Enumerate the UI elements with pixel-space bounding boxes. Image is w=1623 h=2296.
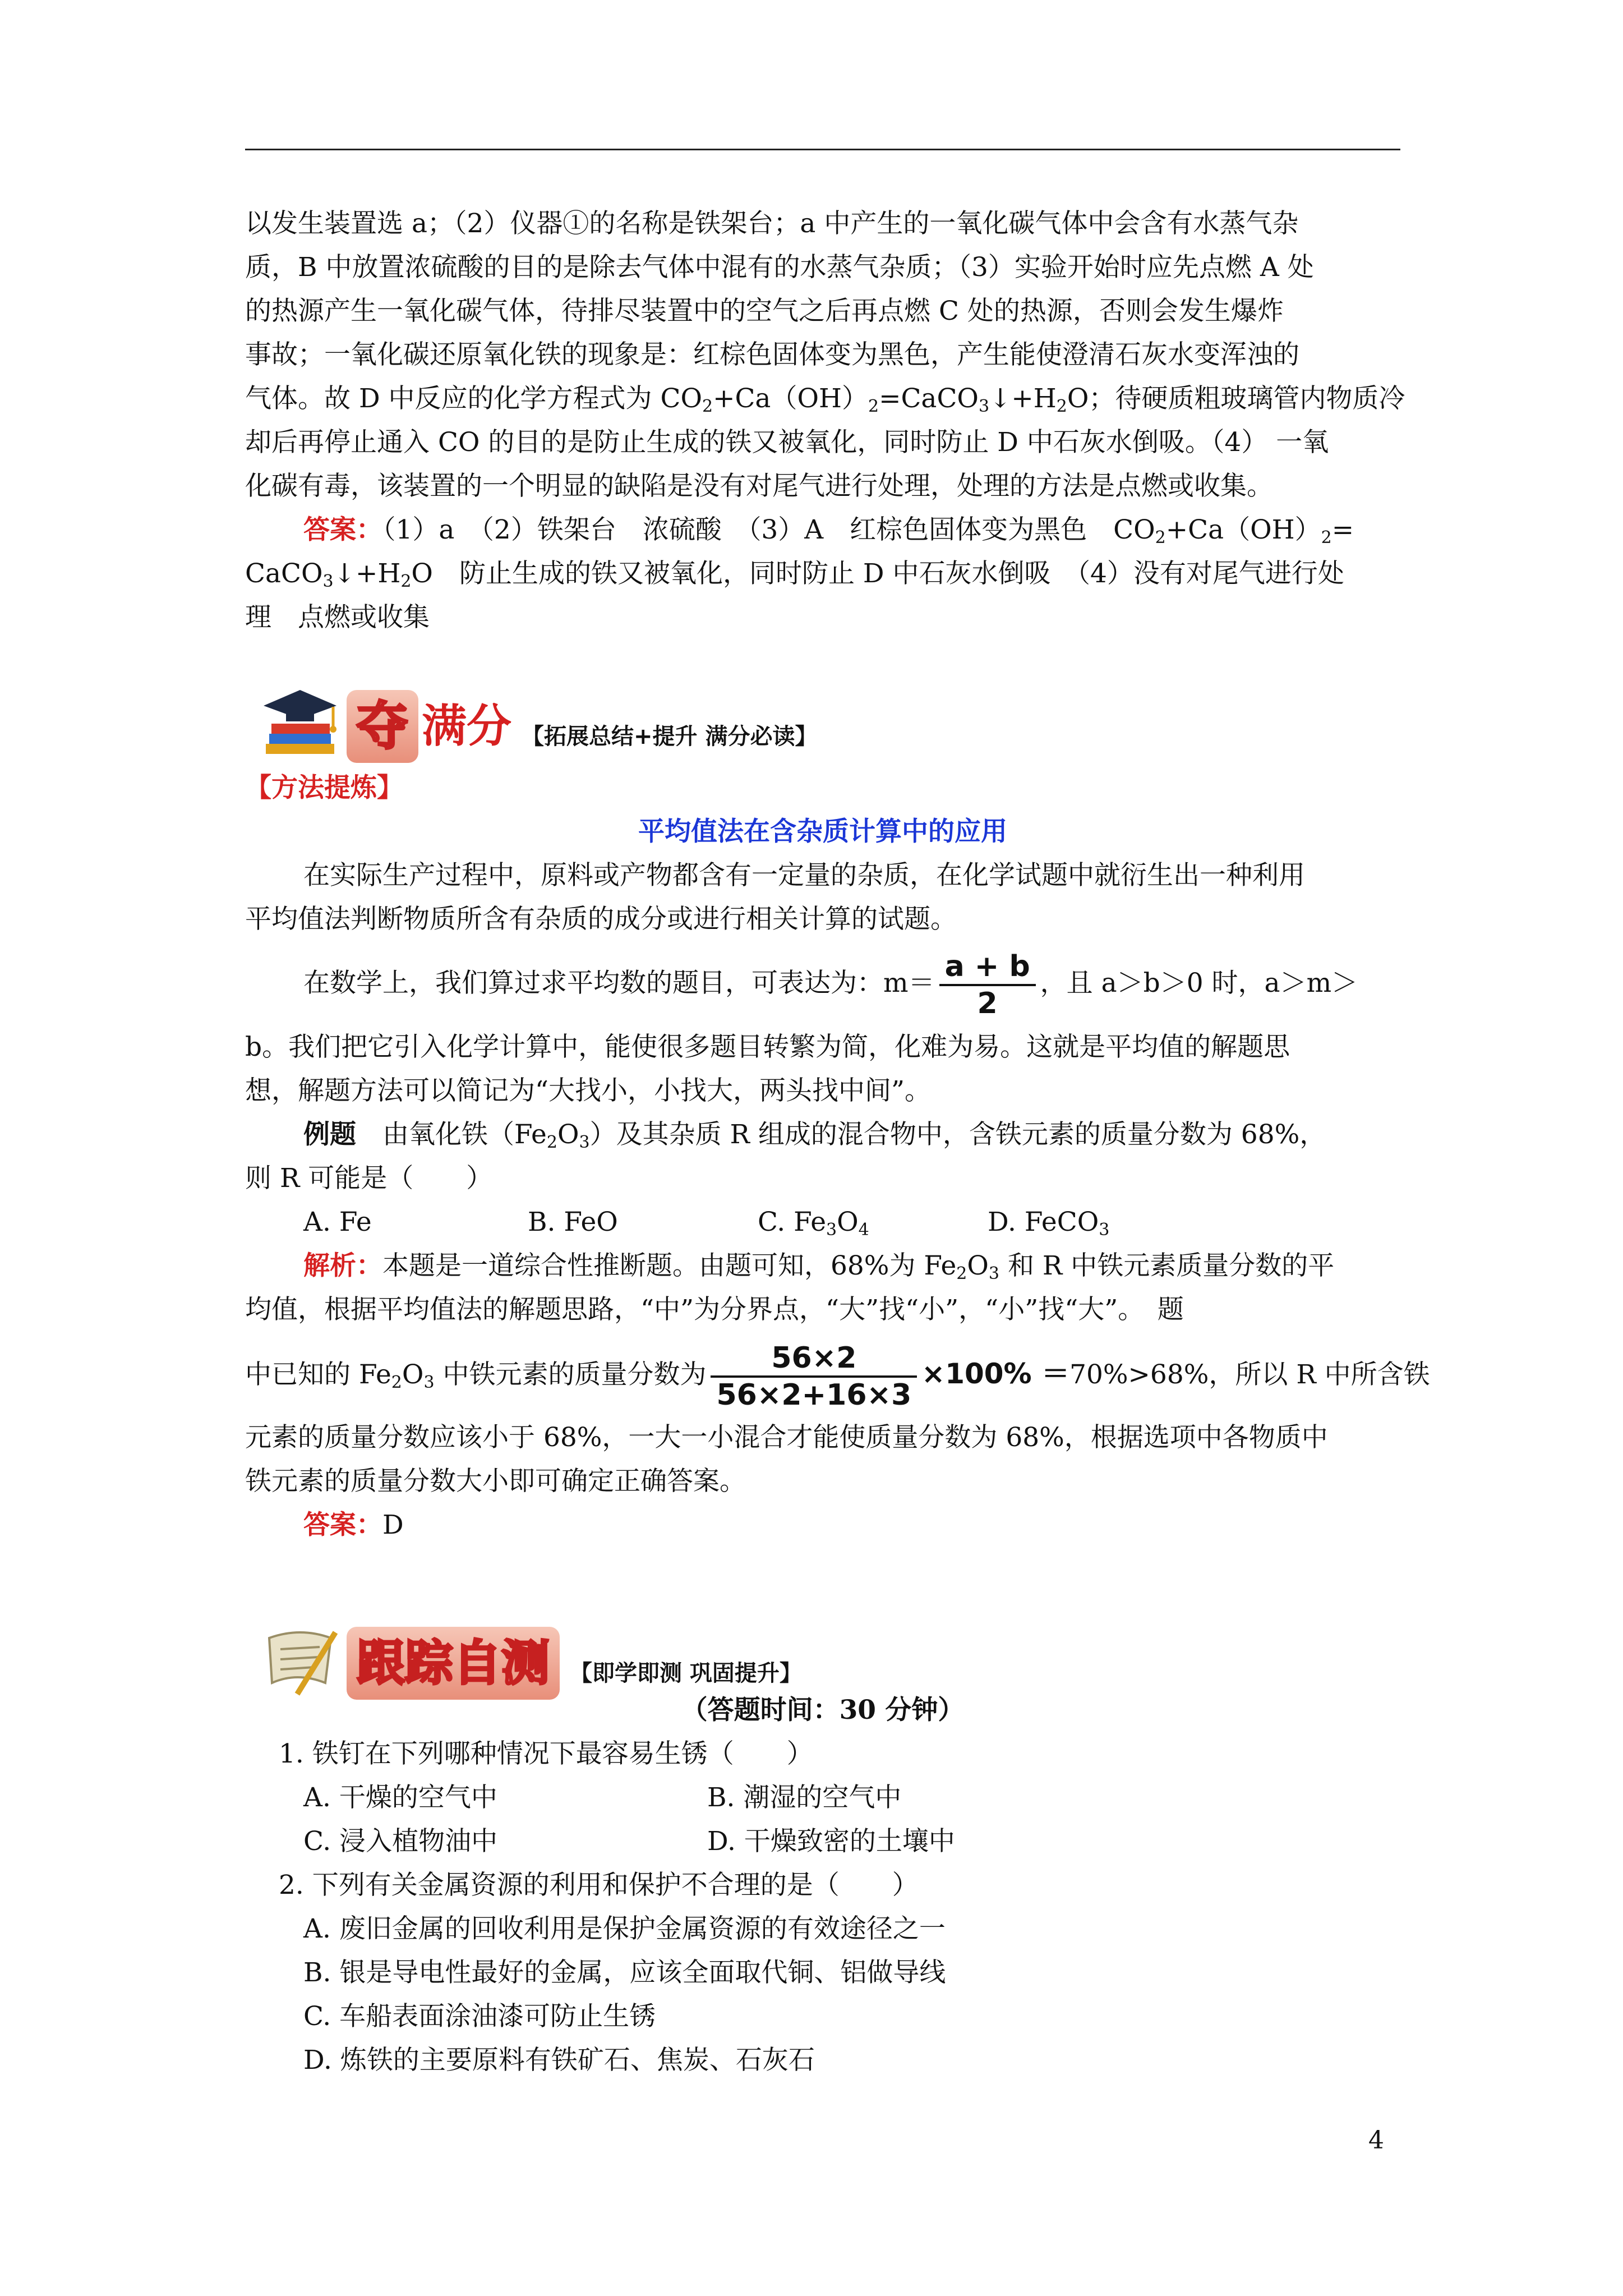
text-line: 化碳有毒，该装置的一个明显的缺陷是没有对尾气进行处理，处理的方法是点燃或收集。 xyxy=(245,471,1273,501)
text-line: b。我们把它引入化学计算中，能使很多题目转繁为简，化难为易。这就是平均值的解题思 xyxy=(245,1032,1290,1062)
section-banner-self-test xyxy=(258,1604,802,1700)
question-1: 1. 铁钉在下列哪种情况下最容易生锈（ ） xyxy=(279,1738,813,1769)
method-section xyxy=(245,766,1430,1547)
banner-word-self-test: 跟踪自测 xyxy=(347,1627,560,1700)
text-line: 均值，根据平均值法的解题思路，“中”为分界点，“大”找“小”，“小”找“大”。 题 xyxy=(245,1294,1184,1325)
text-line: 想，解题方法可以简记为“大找小，小找大，两头找中间”。 xyxy=(245,1075,932,1106)
answer-line: 答案：（1）a （2）铁架台 浓硫酸 （3）A 红棕色固体变为黑色 $CO_2+Ca(OH)_2=$ xyxy=(303,514,1354,547)
formula-line: 在数学上，我们算过求平均数的题目，可表达为：m＝ $\frac{a + b}{2}$ ，且 a＞b＞0 时，a＞m＞ xyxy=(303,950,1358,1020)
text-line: 铁元素的质量分数大小即可确定正确答案。 xyxy=(245,1466,746,1497)
example-label: 例题 xyxy=(303,1119,356,1150)
answer-label: 答案： xyxy=(303,1510,382,1540)
text-line: 以发生装置选 a；（2）仪器①的名称是铁架台；a 中产生的一氧化碳气体中会含有水蒸气杂 xyxy=(245,208,1299,239)
text-line: 质，B 中放置浓硫酸的目的是除去气体中混有的水蒸气杂质；（3）实验开始时应先点燃 A 处 xyxy=(245,252,1314,283)
text-line: 事故；一氧化碳还原氧化铁的现象是：红棕色固体变为黑色，产生能使澄清石灰水变浑浊的 xyxy=(245,339,1299,370)
method-title: 平均值法在含杂质计算中的应用 xyxy=(638,816,1007,847)
banner-tagline: 【即学即测 巩固提升】 xyxy=(570,1660,802,1686)
analysis-line: 解析：本题是一道综合性推断题。由题可知，68%为 $Fe_2O_3$ 和 R 中铁元素质量分数的平 xyxy=(303,1250,1335,1283)
mass-fraction: $\frac{56\times 2}{56\times 2+16\times 3}$ xyxy=(711,1341,917,1412)
banner-word-duo: 夺 xyxy=(347,690,418,763)
question-1-options-cd: C. 浸入植物油中 D. 干燥致密的土壤中 xyxy=(303,1826,955,1857)
page-number: 4 xyxy=(1368,2126,1384,2155)
text-line: 则 R 可能是（ ） xyxy=(245,1163,493,1194)
text-line: 元素的质量分数应该小于 68%，一大一小混合才能使质量分数为 68%，根据选项中各物质中 xyxy=(245,1422,1328,1453)
quiz-section xyxy=(245,1688,1400,2082)
analysis-continued xyxy=(245,202,1405,639)
answer-label: 答案： xyxy=(303,514,382,545)
section-banner-full-score xyxy=(258,668,817,763)
formula-line: 中已知的 $Fe_2O_3$ 中铁元素的质量分数为 $\frac{56\times 2}{56\times 2+16\times 3}$ ×100% ＝70%>68%，所以 R 中所含铁 xyxy=(245,1341,1430,1412)
answer-line: $CaCO_3↓+H_2O$ 防止生成的铁又被氧化，同时防止 D 中石灰水倒吸 （4）没有对尾气进行处 xyxy=(245,558,1344,591)
text-line: 在实际生产过程中，原料或产物都含有一定量的杂质，在化学试题中就衍生出一种利用 xyxy=(303,860,1305,891)
example-options: A. Fe B. FeO C. $Fe_3O_4$ D. FeCO$_3$ xyxy=(303,1207,1110,1240)
example-line: 例题 由氧化铁$(Fe_2O_3)$及其杂质 R 组成的混合物中，含铁元素的质量分数为 68%， xyxy=(303,1119,1326,1152)
text-line: 却后再停止通入 CO 的目的是防止生成的铁又被氧化，同时防止 D 中石灰水倒吸。（4） 一氧 xyxy=(245,427,1329,458)
question-2-option-b: B. 银是导电性最好的金属，应该全面取代铜、铝做导线 xyxy=(303,1957,946,1988)
question-2: 2. 下列有关金属资源的利用和保护不合理的是（ ） xyxy=(279,1870,919,1901)
quiz-time: （答题时间：30 分钟） xyxy=(681,1695,965,1726)
average-fraction: $\frac{a + b}{2}$ xyxy=(939,949,1036,1021)
banner-word-full-score: 满分 xyxy=(422,700,512,752)
scroll-pen-icon xyxy=(258,1616,342,1700)
answer-line: 理 点燃或收集 xyxy=(245,602,430,633)
text-line: 的热源产生一氧化碳气体，待排尽装置中的空气之后再点燃 C 处的热源，否则会发生爆炸 xyxy=(245,296,1284,326)
graduation-cap-books-icon xyxy=(258,679,342,763)
question-2-option-c: C. 车船表面涂油漆可防止生锈 xyxy=(303,2001,656,2032)
question-2-option-a: A. 废旧金属的回收利用是保护金属资源的有效途径之一 xyxy=(303,1913,946,1944)
text-line: 平均值法判断物质所含有杂质的成分或进行相关计算的试题。 xyxy=(245,904,957,935)
banner-tagline: 【拓展总结+提升 满分必读】 xyxy=(522,724,818,749)
header-rule xyxy=(245,149,1400,150)
question-2-option-d: D. 炼铁的主要原料有铁矿石、焦炭、石灰石 xyxy=(303,2045,815,2076)
equation-line: 气体。故 D 中反应的化学方程式为 $CO_2+Ca(OH)_2=CaCO_3↓+H_2O$；待硬质粗玻璃管内物质冷 xyxy=(245,383,1405,416)
analysis-label: 解析： xyxy=(303,1250,382,1281)
method-heading: 【方法提炼】 xyxy=(245,772,403,803)
question-1-options-ab: A. 干燥的空气中 B. 潮湿的空气中 xyxy=(303,1782,902,1813)
answer-line: 答案：D xyxy=(303,1510,404,1540)
